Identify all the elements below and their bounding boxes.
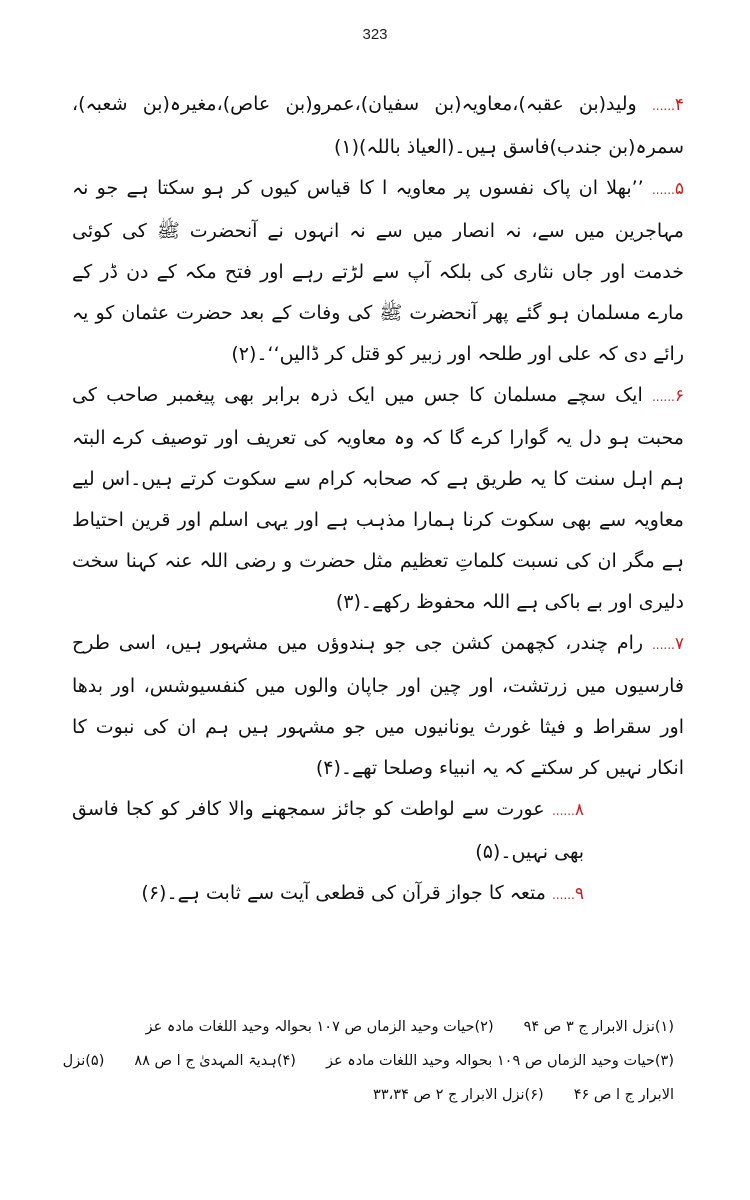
paragraph-9 [72,873,684,916]
footnote-5-start: (۵)نزل [62,1053,105,1069]
paragraph-5 [72,168,684,375]
footnote-line [62,1044,674,1078]
paragraph-8 [72,789,684,873]
footnote-line [90,1078,674,1112]
footnote-line [90,1010,674,1044]
item-number: ۷ [674,634,684,654]
page-number: 323 [362,26,388,43]
paragraph-text: عورت سے لواطت کو جائز سمجھنے والا کافر کو کجا فاسق بھی نہیں۔(۵) [72,798,584,863]
paragraph-text: ولید(بن عقبہ)،معاویہ(بن سفیان)،عمرو(بن عاص)،مغیرہ(بن شعبہ)، سمرہ(بن جندب)فاسق ہیں۔(العیاذ باللہ)(۱) [72,93,684,158]
dot-leader: ...... [651,183,675,197]
footnote-5-end: الابرار ج ا ص ۴۶ [573,1087,674,1103]
item-number: ۴ [674,95,685,115]
paragraph-7 [72,623,684,789]
main-text [72,84,684,916]
paragraph-text: متعہ کا جواز قرآن کی قطعی آیت سے ثابت ہے۔(۶) [141,882,546,904]
item-number: ۸ [574,800,584,820]
dot-leader: ...... [651,390,675,404]
dot-leader: ...... [551,888,575,902]
footnote-3: (۳)حیات وحید الزماں ص ۱۰۹ بحوالہ وحید اللغات مادہ عز [325,1053,674,1069]
item-number: ۶ [674,386,685,406]
dot-leader: ...... [551,804,575,818]
paragraph-4 [72,84,684,168]
dot-leader: ...... [651,99,675,113]
footnote-6: (۶)نزل الابرار ج ۲ ص ۳۳،۳۴ [373,1087,544,1103]
dot-leader: ...... [651,638,675,652]
item-number: ۹ [574,884,584,904]
paragraph-text: ’’بھلا ان پاک نفسوں پر معاویہ ا کا قیاس کیوں کر ہو سکتا ہے جو نہ مہاجرین میں سے، نہ انصار میں سے نہ انہوں نے آنحضرت ﷺ کی کوئی خدمت اور جاں نثاری کی بلکہ آپ سے لڑتے رہے اور فتح مکہ کے دن ڈر کے مارے مسلمان ہو گئے پھر آنحضرت ﷺ کی وفات کے بعد حضرت عثمان کو یہ رائے دی کہ علی اور طلحہ اور زبیر کو قتل کر ڈالیں‘‘۔(۲) [72,177,684,365]
paragraph-text: رام چندر، کچھمن کشن جی جو ہندوؤں میں مشہور ہیں، اسی طرح فارسیوں میں زرتشت، اور چین اور جاپان والوں میں کنفسیوشس، اور بدھا اور سقراط و فیثا غورث یونانیوں میں جو مشہور ہیں ہم ان کی نبوت کا انکار نہیں کر سکتے کہ یہ انبیاء وصلحا تھے۔(۴) [72,632,684,779]
item-number: ۵ [674,179,684,199]
footnotes [62,1010,674,1112]
footnote-1: (۱)نزل الابرار ج ۳ ص ۹۴ [523,1019,674,1035]
footnote-4: (۴)ہدیۃ المہدیٰ ج ا ص ۸۸ [134,1053,296,1069]
paragraph-6 [72,375,684,623]
paragraph-text: ایک سچے مسلمان کا جس میں ایک ذرہ برابر بھی پیغمبر صاحب کی محبت ہو دل یہ گوارا کرے گا کہ وہ معاویہ کی تعریف اور توصیف کرے البتہ ہم اہل سنت کا یہ طریق ہے کہ صحابہ کرام سے سکوت کرتے ہیں۔اس لیے معاویہ سے بھی سکوت کرنا ہمارا مذہب ہے اور یہی اسلم اور قرین احتیاط ہے مگر ان کی نسبت کلماتِ تعظیم مثل حضرت و رضی اللہ عنہ کہنا سخت دلیری اور بے باکی ہے اللہ محفوظ رکھے۔(۳) [72,384,684,613]
footnote-2: (۲)حیات وحید الزماں ص ۱۰۷ بحوالہ وحید اللغات مادہ عز [145,1019,494,1035]
